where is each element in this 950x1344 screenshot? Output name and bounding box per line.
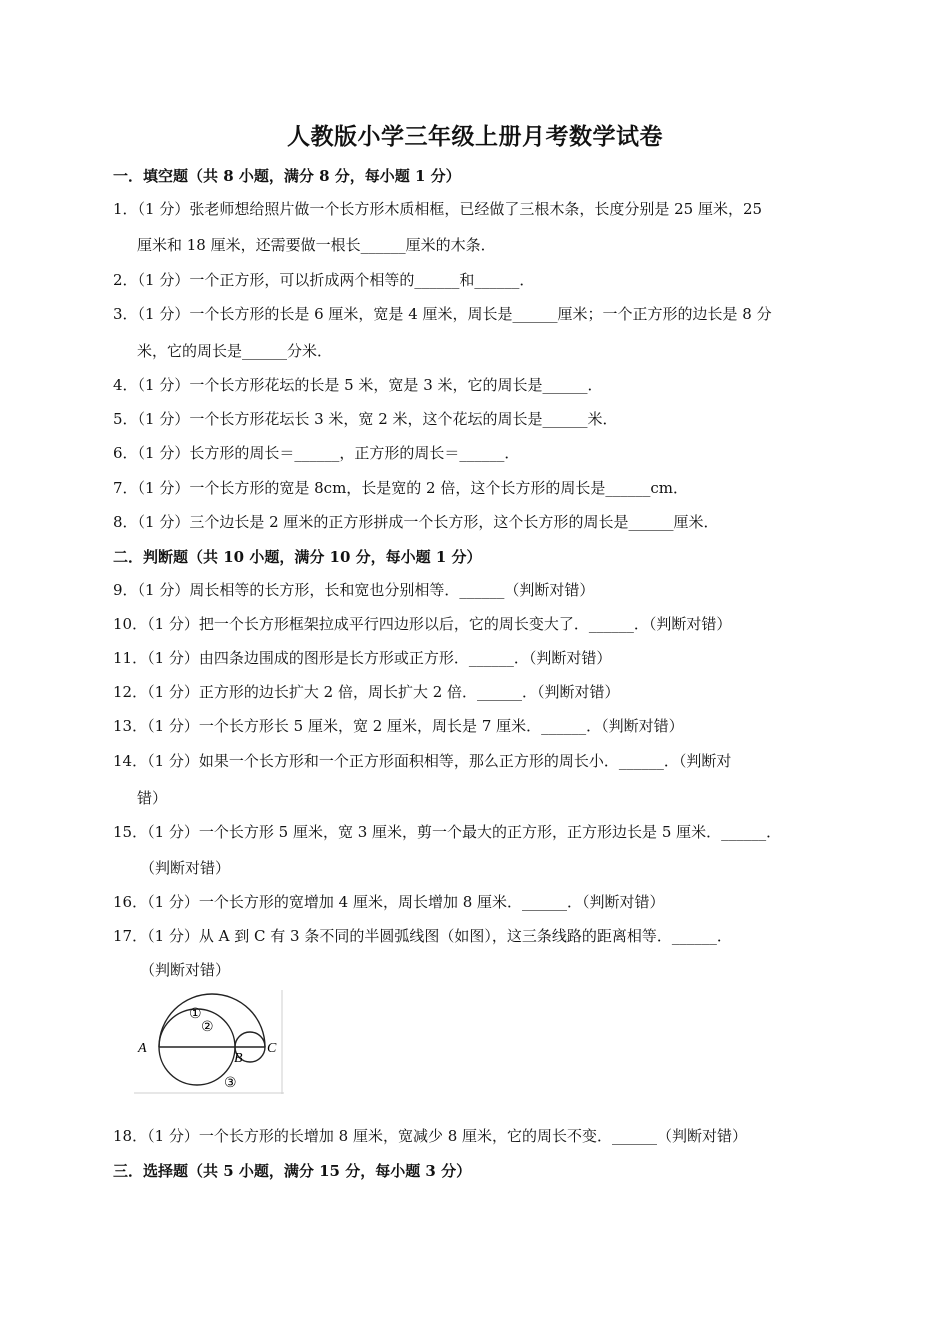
question-15-continued: （判断对错） bbox=[140, 859, 231, 877]
label-a: A bbox=[138, 1041, 147, 1056]
section-fill-blank-heading: 一．填空题（共 8 小题，满分 8 分，每小题 1 分） bbox=[113, 167, 461, 185]
question-4: 4．（1 分）一个长方形花坛的长是 5 米，宽是 3 米，它的周长是______． bbox=[113, 376, 603, 394]
question-13: 13．（1 分）一个长方形长 5 厘米，宽 2 厘米，周长是 7 厘米．______．（判断对错） bbox=[113, 717, 684, 735]
label-b: B bbox=[234, 1051, 243, 1066]
question-7: 7．（1 分）一个长方形的宽是 8cm，长是宽的 2 倍，这个长方形的周长是______cm． bbox=[113, 479, 688, 497]
arc-2-wave bbox=[159, 1009, 265, 1062]
marker-3: ③ bbox=[224, 1075, 237, 1091]
page-title: 人教版小学三年级上册月考数学试卷 bbox=[287, 123, 663, 150]
section-choice-heading: 三．选择题（共 5 小题，满分 15 分，每小题 3 分） bbox=[113, 1162, 472, 1180]
question-14-continued: 错） bbox=[137, 789, 168, 807]
question-1: 1．（1 分）张老师想给照片做一个长方形木质相框，已经做了三根木条，长度分别是 25 厘米，25 bbox=[113, 200, 763, 218]
question-16: 16．（1 分）一个长方形的宽增加 4 厘米，周长增加 8 厘米．______．（判断对错） bbox=[113, 893, 665, 911]
question-17-continued: （判断对错） bbox=[140, 961, 231, 979]
question-18: 18．（1 分）一个长方形的长增加 8 厘米，宽减少 8 厘米，它的周长不变．______（判断对错） bbox=[113, 1127, 748, 1145]
question-14: 14．（1 分）如果一个长方形和一个正方形面积相等，那么正方形的周长小．______．（判断对 bbox=[113, 752, 732, 770]
question-1-continued: 厘米和 18 厘米，还需要做一根长______厘米的木条． bbox=[137, 236, 496, 254]
semicircle-arcs-figure bbox=[134, 990, 284, 1094]
label-c: C bbox=[267, 1041, 277, 1056]
marker-1: ① bbox=[189, 1006, 202, 1022]
marker-2: ② bbox=[201, 1019, 214, 1035]
question-15: 15．（1 分）一个长方形 5 厘米，宽 3 厘米，剪一个最大的正方形，正方形边长是 5 厘米．______． bbox=[113, 823, 782, 841]
question-3: 3．（1 分）一个长方形的长是 6 厘米，宽是 4 厘米，周长是______厘米；一个正方形的边长是 8 分 bbox=[113, 305, 772, 323]
question-6: 6．（1 分）长方形的周长＝______，正方形的周长＝______． bbox=[113, 444, 520, 462]
question-10: 10．（1 分）把一个长方形框架拉成平行四边形以后，它的周长变大了．______．（判断对错） bbox=[113, 615, 732, 633]
question-11: 11．（1 分）由四条边围成的图形是长方形或正方形．______．（判断对错） bbox=[113, 649, 612, 667]
question-5: 5．（1 分）一个长方形花坛长 3 米，宽 2 米，这个花坛的周长是______米． bbox=[113, 410, 618, 428]
section-true-false-heading: 二．判断题（共 10 小题，满分 10 分，每小题 1 分） bbox=[113, 548, 482, 566]
question-17: 17．（1 分）从 A 到 C 有 3 条不同的半圆弧线图（如图），这三条线路的距离相等．______． bbox=[113, 927, 732, 945]
question-9: 9．（1 分）周长相等的长方形，长和宽也分别相等．______（判断对错） bbox=[113, 581, 595, 599]
question-12: 12．（1 分）正方形的边长扩大 2 倍，周长扩大 2 倍．______．（判断对错） bbox=[113, 683, 620, 701]
question-8: 8．（1 分）三个边长是 2 厘米的正方形拼成一个长方形，这个长方形的周长是______厘米． bbox=[113, 513, 719, 531]
question-2: 2．（1 分）一个正方形，可以折成两个相等的______和______． bbox=[113, 271, 535, 289]
question-3-continued: 米，它的周长是______分米． bbox=[137, 342, 333, 360]
arc-3-wave bbox=[159, 1032, 265, 1085]
